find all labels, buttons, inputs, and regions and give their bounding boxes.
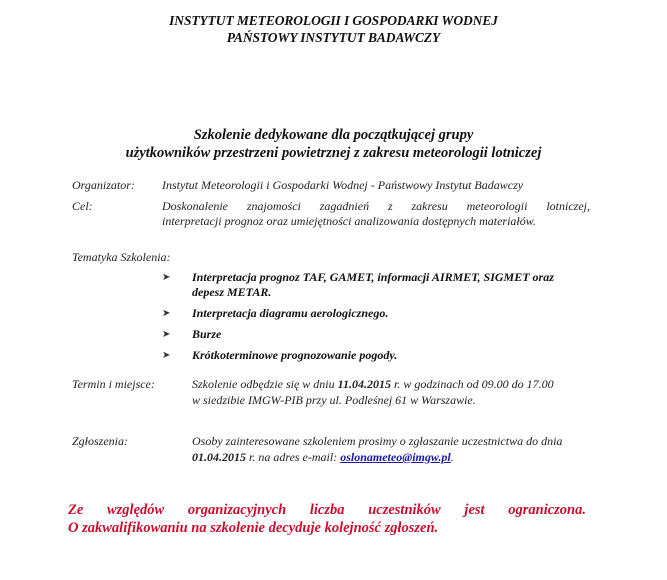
goal-line2: interpretacji prognoz oraz umiejętności analizowania dostępnych materiałów. — [162, 214, 536, 228]
institute-subtitle: PAŃSTOWY INSTYTUT BADAWCZY — [226, 30, 441, 45]
goal-line1: Doskonalenie znajomości zagadnień z zakresu meteorologii lotniczej, — [162, 199, 590, 213]
institute-name: INSTYTUT METEOROLOGII I GOSPODARKI WODNEJ — [169, 13, 498, 28]
document-title-line2: użytkowników przestrzeni powietrznej z zakresu meteorologii lotniczej — [125, 145, 542, 161]
arrowhead-bullet-icon: ➤ — [162, 272, 171, 283]
registration-line1: Osoby zainteresowane szkoleniem prosimy o zgłaszanie uczestnictwa do dnia — [192, 434, 563, 448]
schedule-line1: Szkolenie odbędzie się w dniu 11.04.2015 r. w godzinach od 09.00 do 17.00 — [192, 377, 554, 391]
organizer-value: Instytut Meteorologii i Gospodarki Wodnej - Państwowy Instytut Badawczy — [162, 178, 524, 192]
document-title-line1: Szkolenie dedykowane dla początkującej grupy — [193, 127, 474, 143]
registration-label: Zgłoszenia: — [72, 434, 129, 448]
training-date: 11.04.2015 — [337, 377, 391, 391]
schedule-line2: w siedzibie IMGW-PIB przy ul. Podleśnej 61 w Warszawie. — [192, 393, 476, 407]
arrowhead-bullet-icon: ➤ — [162, 350, 171, 361]
email-link[interactable]: oslonameteo@imgw.pl — [340, 450, 451, 464]
registration-deadline: 01.04.2015 — [192, 450, 246, 464]
arrowhead-bullet-icon: ➤ — [162, 329, 171, 340]
topics-label: Tematyka Szkolenia: — [72, 250, 171, 264]
topic-item: ➤ Interpretacja prognoz TAF, GAMET, informacji AIRMET, SIGMET oraz depesz METAR. — [162, 270, 554, 299]
arrowhead-bullet-icon: ➤ — [162, 308, 171, 319]
organizer-label: Organizator: — [72, 178, 135, 192]
goal-label: Cel: — [72, 199, 93, 213]
schedule-label: Termin i miejsce: — [72, 377, 155, 391]
registration-line2: 01.04.2015 r. na adres e-mail: oslonameteo@imgw.pl. — [192, 450, 454, 464]
limited-seats-notice: Ze względów organizacyjnych liczba uczestników jest ograniczona. O zakwalifikowaniu na szkolenie decyduje kolejność zgłoszeń. — [68, 502, 586, 536]
